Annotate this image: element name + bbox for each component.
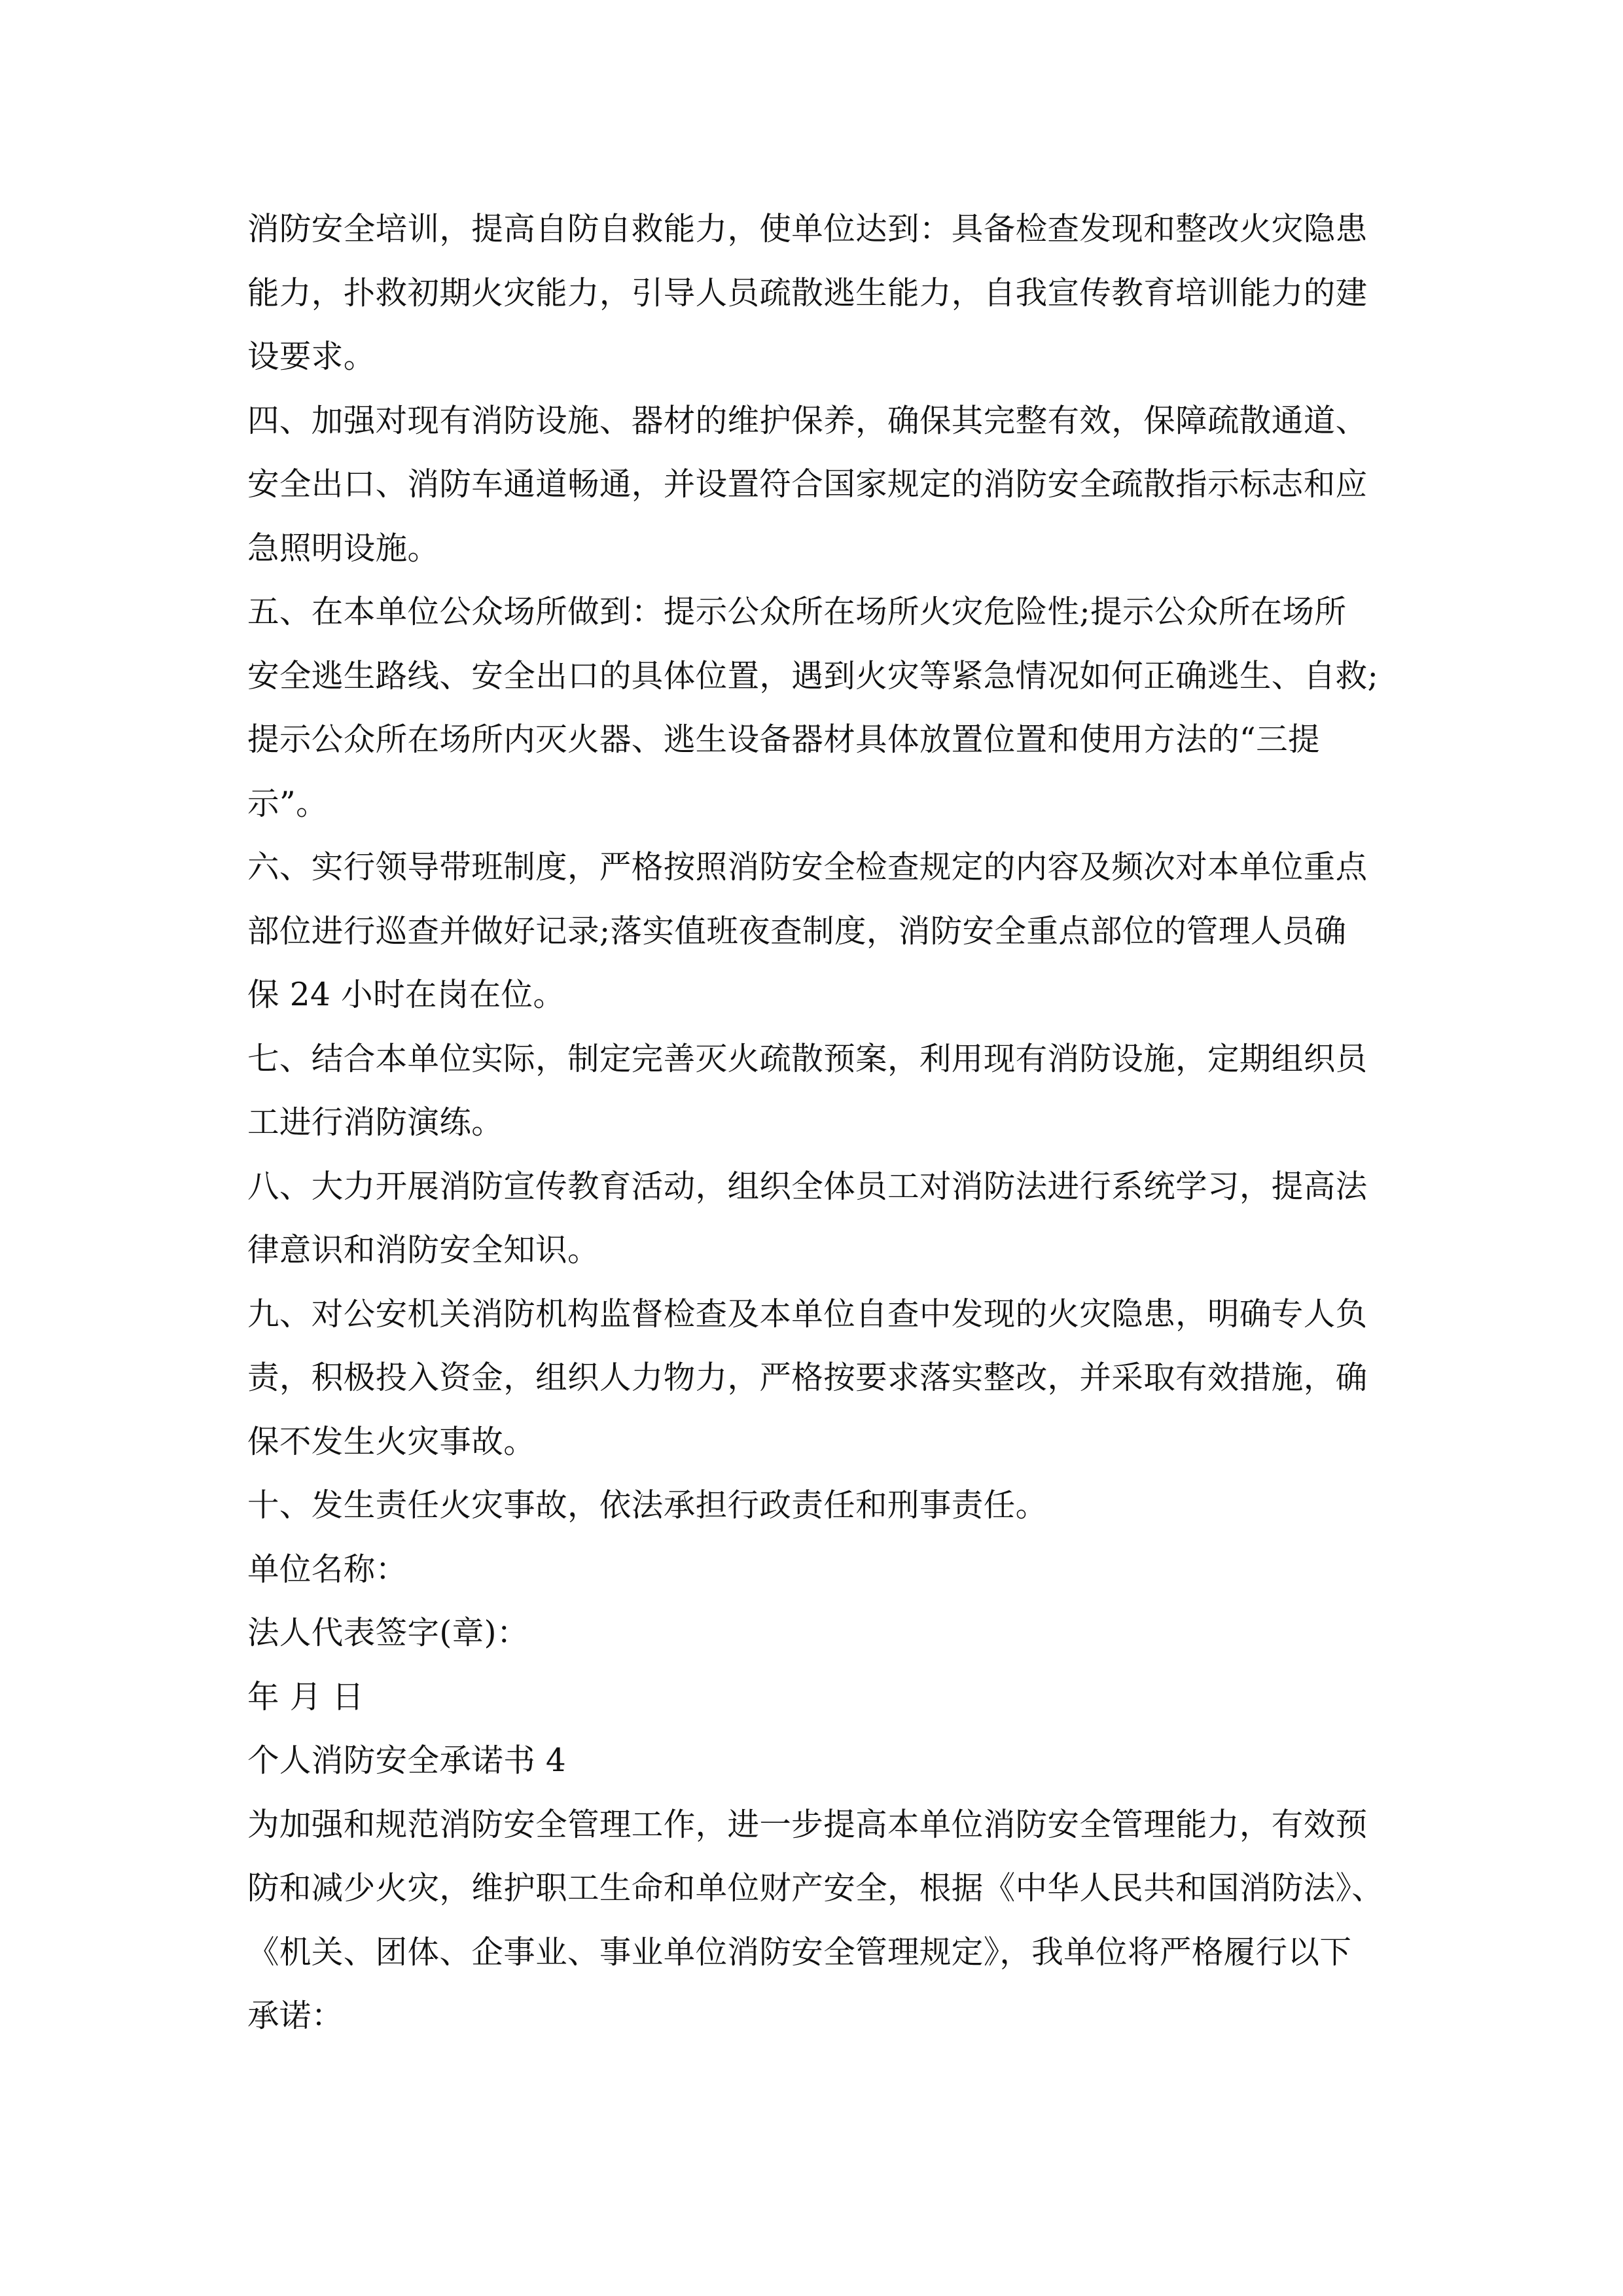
text-line: 防和减少火灾，维护职工生命和单位财产安全，根据《中华人民共和国消防法》、 (247, 1870, 1384, 1907)
text-line: 八、大力开展消防宣传教育活动，组织全体员工对消防法进行系统学习，提高法 (247, 1168, 1368, 1205)
text-line: 能力，扑救初期火灾能力，引导人员疏散逃生能力，自我宣传教育培训能力的建 (247, 274, 1368, 312)
text-line: 四、加强对现有消防设施、器材的维护保养，确保其完整有效，保障疏散通道、 (247, 402, 1368, 439)
text-line: 保不发生火灾事故。 (247, 1423, 536, 1460)
text-line: 设要求。 (247, 338, 376, 375)
date-label: 年 月 日 (247, 1678, 365, 1715)
document-body (247, 198, 1386, 2049)
text-line: 律意识和消防安全知识。 (247, 1232, 599, 1268)
text-line: 安全逃生路线、安全出口的具体位置，遇到火灾等紧急情况如何正确逃生、自救; (247, 657, 1379, 694)
unit-name-label: 单位名称： (247, 1551, 408, 1588)
section-title: 个人消防安全承诺书 4 (247, 1742, 567, 1779)
text-line: 工进行消防演练。 (247, 1104, 504, 1141)
text-line: 急照明设施。 (247, 529, 440, 567)
text-line: 十、发生责任火灾事故，依法承担行政责任和刑事责任。 (247, 1487, 1048, 1524)
text-line: 部位进行巡查并做好记录;落实值班夜查制度，消防安全重点部位的管理人员确 (247, 912, 1347, 950)
text-line: 保 24 小时在岗在位。 (247, 977, 565, 1013)
text-line: 消防安全培训，提高自防自救能力，使单位达到：具备检查发现和整改火灾隐患 (247, 211, 1368, 247)
text-line: 提示公众所在场所内灭火器、逃生设备器材具体放置位置和使用方法的“三提 (247, 721, 1320, 758)
text-line: 示”。 (247, 785, 328, 822)
text-line: 《机关、团体、企事业、事业单位消防安全管理规定》，我单位将严格履行以下 (247, 1933, 1352, 1971)
text-line: 责，积极投入资金，组织人力物力，严格按要求落实整改，并采取有效措施，确 (247, 1359, 1368, 1396)
text-line: 六、实行领导带班制度，严格按照消防安全检查规定的内容及频次对本单位重点 (247, 849, 1368, 886)
text-line: 为加强和规范消防安全管理工作，进一步提高本单位消防安全管理能力，有效预 (247, 1806, 1368, 1843)
text-line: 五、在本单位公众场所做到：提示公众所在场所火灾危险性;提示公众所在场所 (247, 594, 1347, 630)
text-line: 七、结合本单位实际，制定完善灭火疏散预案，利用现有消防设施，定期组织员 (247, 1040, 1368, 1077)
text-line: 九、对公安机关消防机构监督检查及本单位自查中发现的火灾隐患，明确专人负 (247, 1295, 1368, 1333)
text-line: 安全出口、消防车通道畅通，并设置符合国家规定的消防安全疏散指示标志和应 (247, 466, 1368, 503)
text-line: 承诺： (247, 1998, 344, 2034)
legal-rep-signature-label: 法人代表签字(章)： (247, 1615, 529, 1651)
